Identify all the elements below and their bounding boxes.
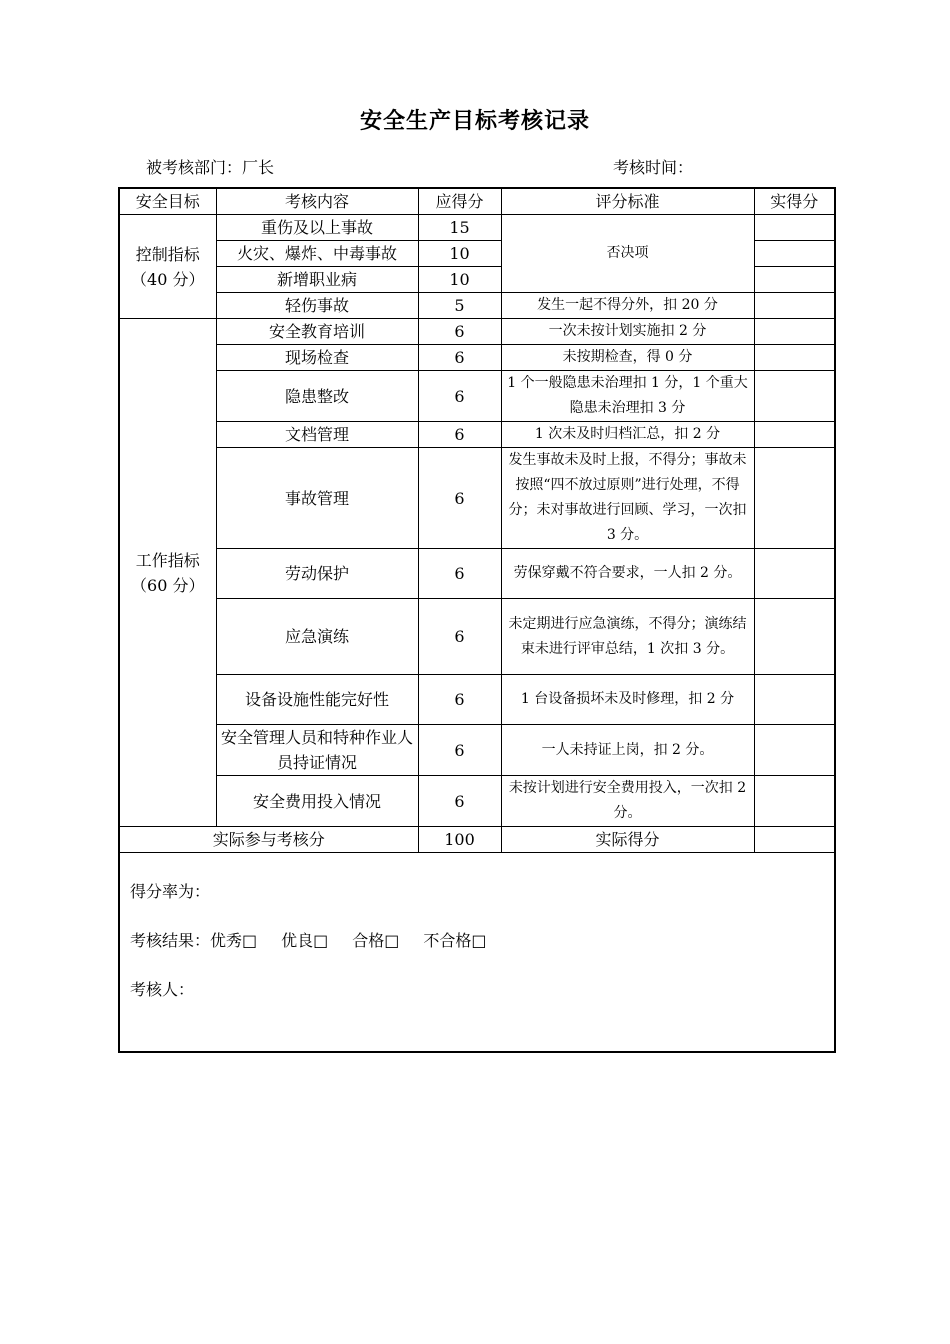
footer-row xyxy=(119,853,835,1052)
actual-total-label: 实际得分 xyxy=(501,827,754,853)
table-row xyxy=(119,599,835,675)
result-label: 考核结果： xyxy=(130,931,211,950)
table-row xyxy=(119,675,835,725)
actual-score-cell[interactable] xyxy=(754,422,835,448)
content-cell: 设备设施性能完好性 xyxy=(216,675,418,725)
option-fail[interactable]: 不合格□ xyxy=(423,931,487,950)
actual-score-cell[interactable] xyxy=(754,241,835,267)
score-cell: 6 xyxy=(418,675,501,725)
criteria-cell: 1 个一般隐患未治理扣 1 分，1 个重大隐患未治理扣 3 分 xyxy=(501,371,754,422)
actual-score-cell[interactable] xyxy=(754,725,835,776)
score-cell: 6 xyxy=(418,549,501,599)
table-row xyxy=(119,725,835,776)
summary-score: 100 xyxy=(418,827,501,853)
header-actual: 实得分 xyxy=(754,188,835,215)
criteria-cell: 未按期检查，得 0 分 xyxy=(501,345,754,371)
category-label: 控制指标 xyxy=(135,244,200,264)
actual-score-cell[interactable] xyxy=(754,267,835,293)
header-criteria: 评分标准 xyxy=(501,188,754,215)
summary-label: 实际参与考核分 xyxy=(119,827,418,853)
summary-row xyxy=(119,827,835,853)
criteria-cell: 发生事故未及时上报，不得分；事故未按照“四不放过原则”进行处理，不得分；未对事故进行回顾、学习，一次扣 3 分。 xyxy=(501,448,754,549)
actual-score-cell[interactable] xyxy=(754,371,835,422)
content-cell: 劳动保护 xyxy=(216,549,418,599)
criteria-cell: 未定期进行应急演练，不得分；演练结束未进行评审总结，1 次扣 3 分。 xyxy=(501,599,754,675)
page-title: 安全生产目标考核记录 xyxy=(359,108,590,134)
criteria-cell: 1 台设备损坏未及时修理，扣 2 分 xyxy=(501,675,754,725)
assessor-label: 考核人： xyxy=(130,980,195,999)
criteria-cell: 未按计划进行安全费用投入，一次扣 2 分。 xyxy=(501,776,754,827)
content-cell: 文档管理 xyxy=(216,422,418,448)
option-pass[interactable]: 合格□ xyxy=(352,931,400,950)
veto-cell: 否决项 xyxy=(501,215,754,293)
actual-score-cell[interactable] xyxy=(754,776,835,827)
score-cell: 6 xyxy=(418,776,501,827)
score-cell: 10 xyxy=(418,241,501,267)
content-cell: 安全费用投入情况 xyxy=(216,776,418,827)
criteria-cell: 劳保穿戴不符合要求，一人扣 2 分。 xyxy=(501,549,754,599)
criteria-cell: 发生一起不得分外，扣 20 分 xyxy=(501,293,754,319)
actual-score-cell[interactable] xyxy=(754,345,835,371)
category-weight: （60 分） xyxy=(131,575,205,595)
table-row xyxy=(119,448,835,549)
option-good[interactable]: 优良□ xyxy=(281,931,329,950)
criteria-cell: 1 次未及时归档汇总，扣 2 分 xyxy=(501,422,754,448)
score-cell: 6 xyxy=(418,448,501,549)
assessment-table xyxy=(118,187,836,1053)
assessment-time-label: 考核时间： xyxy=(613,158,694,177)
table-row xyxy=(119,549,835,599)
score-cell: 15 xyxy=(418,215,501,241)
result-line xyxy=(130,916,824,965)
content-cell: 隐患整改 xyxy=(216,371,418,422)
score-cell: 6 xyxy=(418,371,501,422)
option-excellent[interactable]: 优秀□ xyxy=(210,931,258,950)
score-cell: 5 xyxy=(418,293,501,319)
actual-score-cell[interactable] xyxy=(754,293,835,319)
criteria-cell: 一次未按计划实施扣 2 分 xyxy=(501,319,754,345)
actual-score-cell[interactable] xyxy=(754,215,835,241)
content-cell: 安全管理人员和特种作业人员持证情况 xyxy=(216,725,418,776)
content-cell: 事故管理 xyxy=(216,448,418,549)
table-row xyxy=(119,371,835,422)
table-row xyxy=(119,776,835,827)
category-label: 工作指标 xyxy=(135,550,200,570)
department-label: 被考核部门：厂长 xyxy=(146,158,275,177)
table-row xyxy=(119,422,835,448)
content-cell: 轻伤事故 xyxy=(216,293,418,319)
criteria-cell: 一人未持证上岗，扣 2 分。 xyxy=(501,725,754,776)
content-cell: 现场检查 xyxy=(216,345,418,371)
table-row xyxy=(119,215,835,241)
score-cell: 6 xyxy=(418,725,501,776)
actual-score-cell[interactable] xyxy=(754,448,835,549)
content-cell: 重伤及以上事故 xyxy=(216,215,418,241)
score-rate-label: 得分率为： xyxy=(130,882,211,901)
category-control xyxy=(119,215,216,319)
score-cell: 6 xyxy=(418,599,501,675)
footer-cell xyxy=(119,853,835,1052)
table-row xyxy=(119,293,835,319)
header-content: 考核内容 xyxy=(216,188,418,215)
table-row xyxy=(119,319,835,345)
score-cell: 6 xyxy=(418,422,501,448)
header-row xyxy=(119,188,835,215)
content-cell: 火灾、爆炸、中毒事故 xyxy=(216,241,418,267)
header-score: 应得分 xyxy=(418,188,501,215)
actual-score-cell[interactable] xyxy=(754,599,835,675)
category-weight: （40 分） xyxy=(131,269,205,289)
actual-score-cell[interactable] xyxy=(754,549,835,599)
content-cell: 安全教育培训 xyxy=(216,319,418,345)
content-cell: 新增职业病 xyxy=(216,267,418,293)
actual-score-cell[interactable] xyxy=(754,319,835,345)
score-cell: 6 xyxy=(418,319,501,345)
actual-score-cell[interactable] xyxy=(754,675,835,725)
score-cell: 6 xyxy=(418,345,501,371)
header-target: 安全目标 xyxy=(119,188,216,215)
score-cell: 10 xyxy=(418,267,501,293)
table-row xyxy=(119,345,835,371)
content-cell: 应急演练 xyxy=(216,599,418,675)
actual-total-cell[interactable] xyxy=(754,827,835,853)
category-work xyxy=(119,319,216,827)
